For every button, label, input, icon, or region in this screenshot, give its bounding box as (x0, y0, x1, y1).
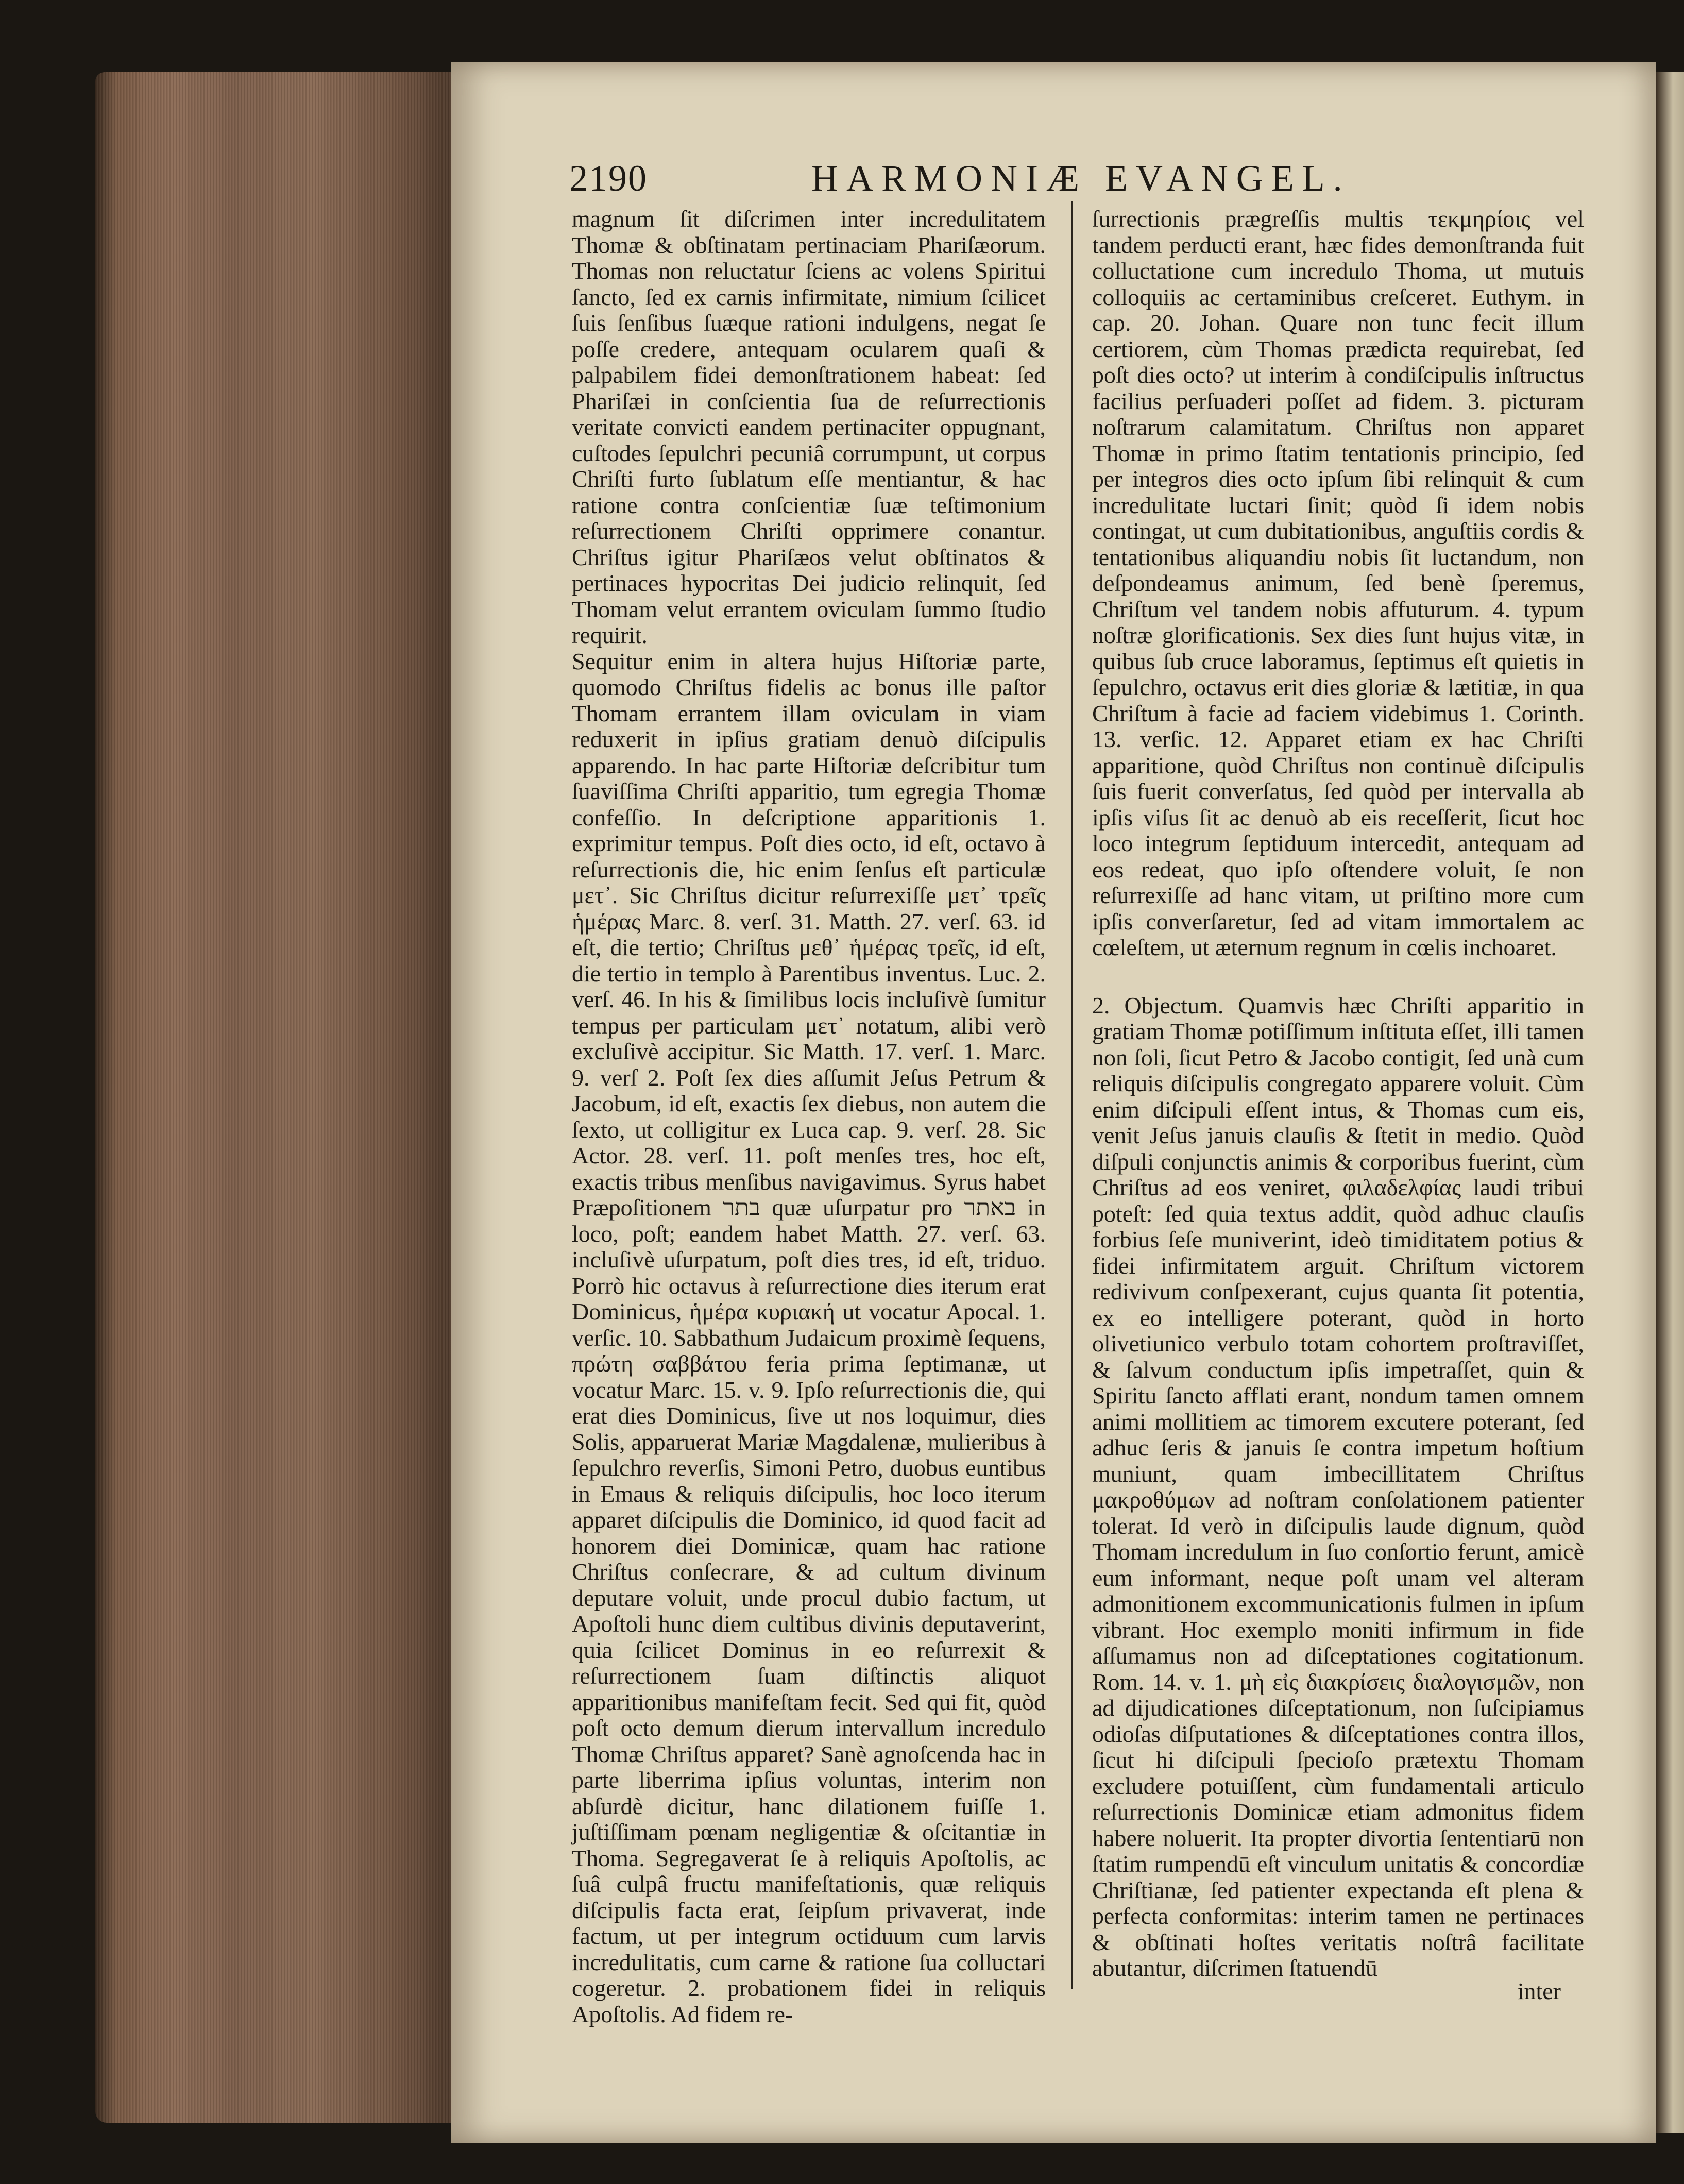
catchword: inter (1517, 1978, 1561, 2004)
left-paragraph-2: Sequitur enim in altera hujus Hiſtoriæ parte, quomodo Chriſtus fidelis ac bonus ille paſtor Thomam errantem illam oviculam in viam reduxerit in ipſius gratiam denuò diſcipulis apparendo. In hac parte Hiſtoriæ deſcribitur tum ſuaviſſima Chriſti apparitio, tum egregia Thomæ confeſſio. In deſcriptione apparitionis 1. exprimitur tempus. Poſt dies octo, id eſt, octavo à reſurrectionis die, hic enim ſenſus eſt particulæ μετ᾽. Sic Chriſtus dicitur reſurrexiſſe μετ᾽ τρεῖς ἡμέρας Marc. 8. verſ. 31. Matth. 27. verſ. 63. id eſt, die tertio; Chriſtus μεθ᾽ ἡμέρας τρεῖς, id eſt, die tertio in templo à Parentibus inventus. Luc. 2. verſ. 46. In his & ſimilibus locis incluſivè ſumitur tempus per particulam μετ᾽ notatum, alibi verò excluſivè accipitur. Sic Matth. 17. verſ. 1. Marc. 9. verſ 2. Poſt ſex dies aſſumit Jeſus Petrum & Jacobum, id eſt, exactis ſex diebus, non autem die ſexto, ut colligitur ex Luca cap. 9. verſ. 28. Sic Actor. 28. verſ. 11. poſt menſes tres, hoc eſt, exactis tribus menſibus navigavimus. Syrus habet Præpoſitionem בתר quæ uſurpatur pro באתר in loco, poſt; eandem habet Matth. 27. verſ. 63. incluſivè uſurpatum, poſt dies tres, id eſt, triduo. Porrò hic octavus à reſurrectione dies iterum erat Dominicus, ἡμέρα κυριακή ut vocatur Apocal. 1. verſic. 10. Sabbathum Judaicum proximè ſequens, πρώτη σαββάτου feria prima ſeptimanæ, ut vocatur Marc. 15. v. 9. Ipſo reſurrectionis die, qui erat dies Dominicus, ſive ut nos loquimur, dies Solis, apparuerat Mariæ Magdalenæ, mulieribus à ſepulchro reverſis, Simoni Petro, duobus euntibus in Emaus & reliquis diſcipulis, hoc loco iterum apparet diſcipulis die Dominico, id quod facit ad honorem diei Dominicæ, quam hac ratione Chriſtus conſecrare, & ad cultum divinum deputare voluit, unde procul dubio factum, ut Apoſtoli hunc diem cultibus divinis deputaverint, quia ſcilicet Dominus in eo reſurrexit & reſurrectionem ſuam diſtinctis aliquot apparitionibus manifeſtam fecit. Sed qui fit, quòd poſt octo demum dierum intervallum incredulo Thomæ Chriſtus apparet? Sanè agnoſcenda hac in parte liberrima ipſius voluntas, interim non abſurdè dicitur, hanc dilationem fuiſſe 1. juſtiſſimam pœnam negligentiæ & oſcitantiæ in Thoma. Segregaverat ſe à reliquis Apoſtolis, ac ſuâ culpâ fructu manifeſtationis, quæ reliquis diſcipulis facta erat, ſeipſum privaverat, inde factum, ut per integrum octiduum cum larvis incredulitatis, cum carne & ratione ſua colluctari cogeretur. 2. probationem fidei in reliquis Apoſtolis. Ad fidem re- (572, 648, 1046, 2027)
column-divider (1071, 201, 1073, 1989)
book-fore-edge (95, 72, 456, 2123)
book-page (451, 62, 1656, 2143)
running-title: HARMONIÆ EVANGEL. (811, 158, 1351, 199)
facing-page-edge (1656, 72, 1684, 2133)
right-paragraph-2: 2. Objectum. Quamvis hæc Chriſti apparitio in gratiam Thomæ potiſſimum inſtituta eſſet, illi tamen non ſoli, ſicut Petro & Jacobo contigit, ſed unà cum reliquis diſcipulis congregato apparere voluit. Cùm enim diſcipuli eſſent intus, & Thomas cum eis, venit Jeſus januis clauſis & ſtetit in medio. Quòd diſpuli conjunctis animis & corporibus fuerint, cùm Chriſtus ad eos veniret, φιλαδελφίας laudi tribui poteſt: ſed quia textus addit, quòd adhuc clauſis forbius ſeſe muniverint, ideò timiditatem potius & fidei infirmitatem arguit. Chriſtum victorem redivivum conſpexerant, cujus quanta ſit potentia, ex eo intelligere poterant, quòd in horto olivetiunico verbulo totam cohortem proſtraviſſet, & ſalvum conductum ipſis impetraſſet, quin & Spiritu ſancto afflati erant, nondum tamen omnem animi mollitiem ac timorem excutere poterant, ſed adhuc ſeris & januis ſe contra impetum hoſtium muniunt, quam imbecillitatem Chriſtus μακροθύμων ad noſtram conſolationem patienter tolerat. Id verò in diſcipulis laude dignum, quòd Thomam incredulum in ſuo conſortio ferunt, amicè eum informant, neque poſt unam vel alteram admonitionem excommunicationis fulmen in ipſum vibrant. Hoc exemplo moniti infirmum in fide aſſumamus non ad diſceptationes cogitationum. Rom. 14. v. 1. μὴ εἰς διακρίσεις διαλογισμῶν, non ad dijudicationes diſceptationum, non ſuſcipiamus odioſas diſputationes & diſceptationes contra illos, ſicut hi diſcipuli ſpecioſo prætextu Thomam excludere potuiſſent, cùm fundamentali articulo reſurrectionis Dominicæ etiam admonitus fidem habere noluerit. Ita propter divortia ſententiarū non ſtatim rumpendū eſt vinculum unitatis & concordiæ Chriſtianæ, ſed patienter expectanda eſt plena & perfecta conformitas: interim tamen ne pertinaces & obſtinati hoſtes veritatis noſtrâ facilitate abutantur, diſcrimen ſtatuendū (1092, 992, 1584, 1981)
page-header (569, 157, 1574, 204)
left-column (572, 206, 1046, 2027)
right-column (1092, 206, 1584, 1982)
page-number: 2190 (569, 158, 648, 199)
left-paragraph-1: magnum ſit diſcrimen inter incredulitatem Thomæ & obſtinatam pertinaciam Phariſæorum. Thomas non reluctatur ſciens ac volens Spiritui ſancto, ſed ex carnis infirmitate, nimium ſcilicet ſuis ſenſibus ſuæque rationi indulgens, negat ſe poſſe credere, antequam ocularem quaſi & palpabilem fidei demonſtrationem habeat: ſed Phariſæi in conſcientia ſua de reſurrectionis veritate convicti eandem pertinaciter oppugnant, cuſtodes ſepulchri pecuniâ corrumpunt, ut corpus Chriſti furto ſublatum eſſe mentiantur, & hac ratione contra conſcientiæ ſuæ teſtimonium reſurrectionem Chriſti opprimere conantur. Chriſtus igitur Phariſæos velut obſtinatos & pertinaces hypocritas Dei judicio relinquit, ſed Thomam velut errantem oviculam ſummo ſtudio requirit. (572, 206, 1046, 648)
right-paragraph-1: ſurrectionis prægreſſis multis τεκμηρίοις vel tandem perducti erant, hæc fides demonſtranda fuit colluctatione cum incredulo Thoma, ut mutuis colloquiis ac certaminibus creſceret. Euthym. in cap. 20. Johan. Quare non tunc fecit illum certiorem, cùm Thomas prædicta requirebat, ſed poſt dies octo? ut interim à condiſcipulis inſtructus facilius perſuaderi poſſet ad fidem. 3. picturam noſtrarum calamitatum. Chriſtus non apparet Thomæ in primo ſtatim tentationis principio, ſed per integros dies octo ipſum ſibi relinquit & cum incredulitate luctari ſinit; quòd ſi idem nobis contingat, ut cum dubitationibus, anguſtiis cordis & tentationibus aliquandiu nobis ſit luctandum, non deſpondeamus animum, ſed benè ſperemus, Chriſtum vel tandem nobis affuturum. 4. typum noſtræ glorificationis. Sex dies ſunt hujus vitæ, in quibus ſub cruce laboramus, ſeptimus eſt quietis in ſepulchro, octavus erit dies gloriæ & lætitiæ, in qua Chriſtum à facie ad faciem videbimus 1. Corinth. 13. verſic. 12. Apparet etiam ex hac Chriſti apparitione, quòd Chriſtus non continuè diſcipulis ſuis fuerit converſatus, ſed quòd per intervalla ab ipſis viſus ſit ac denuò ab eis receſſerit, ſicut hoc loco integrum ſeptiduum intercedit, antequam ad eos redeat, quo ipſo oſtendere voluit, ſe non reſurrexiſſe ad hanc vitam, ut priſtino more cum ipſis converſaretur, ſed ad vitam immortalem ac cœleſtem, ut æternum regnum in cœlis inchoaret. (1092, 206, 1584, 960)
